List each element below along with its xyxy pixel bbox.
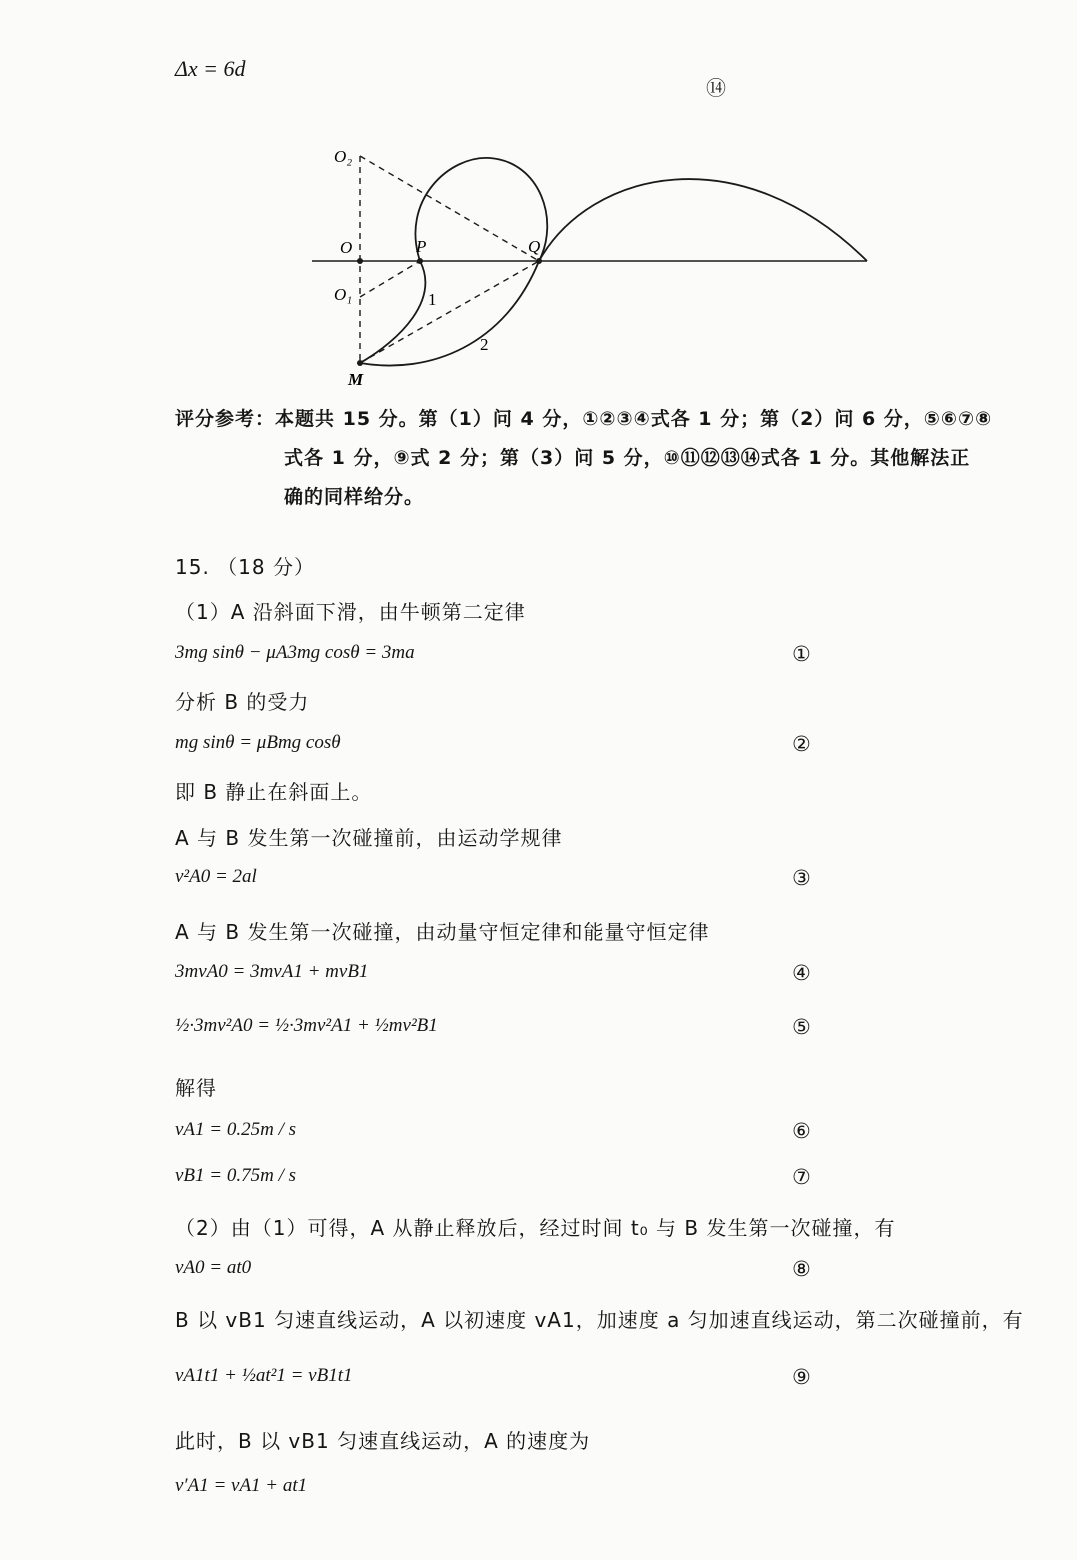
part-2-intro: （2）由（1）可得，A 从静止释放后，经过时间 t₀ 与 B 发生第一次碰撞，有	[175, 1216, 896, 1240]
label-p: P	[416, 237, 427, 256]
equation-1: 3mg sinθ − μA3mg cosθ = 3ma	[175, 642, 415, 663]
label-o: O	[340, 238, 353, 257]
dashed-o1-p	[360, 261, 420, 297]
equation-9-number: ⑨	[792, 1365, 811, 1389]
dashed-m-q	[360, 261, 539, 363]
equation-7-number: ⑦	[792, 1165, 811, 1189]
delta-x-equation: Δx = 6d	[175, 56, 246, 81]
equation-10: v′A1 = vA1 + at1	[175, 1475, 308, 1496]
large-arc	[539, 179, 867, 261]
point-m	[357, 360, 363, 366]
point-o	[357, 258, 363, 264]
trajectory-figure	[300, 130, 890, 400]
equation-8-number: ⑧	[792, 1257, 811, 1281]
equation-5-number: ⑤	[792, 1015, 811, 1039]
equation-9: vA1t1 + ½at²1 = vB1t1	[175, 1365, 353, 1386]
equation-number-14: ⑭	[706, 76, 726, 100]
solve-text: 解得	[175, 1076, 217, 1100]
b-static-text: 即 B 静止在斜面上。	[175, 780, 373, 804]
equation-1-number: ①	[792, 642, 811, 666]
before-collision-text: A 与 B 发生第一次碰撞前，由运动学规律	[175, 826, 563, 850]
a-speed-text: 此时，B 以 vB1 匀速直线运动，A 的速度为	[175, 1429, 591, 1453]
point-p	[417, 258, 423, 264]
label-path-1: 1	[428, 290, 437, 309]
point-q	[536, 258, 542, 264]
equation-2-number: ②	[792, 732, 811, 756]
path-1-arc	[360, 261, 425, 363]
problem-15-header: 15. （18 分）	[175, 555, 315, 579]
label-q: Q	[528, 237, 541, 256]
equation-4-number: ④	[792, 961, 811, 985]
scoring-line-3: 确的同样给分。	[284, 486, 425, 508]
b-uniform-motion-text: B 以 vB1 匀速直线运动，A 以初速度 vA1，加速度 a 匀加速直线运动，第二次碰撞前，有	[175, 1308, 1024, 1332]
scoring-line-1: 评分参考：本题共 15 分。第（1）问 4 分，①②③④式各 1 分；第（2）问 6 分，⑤⑥⑦⑧	[175, 408, 993, 430]
equation-7: vB1 = 0.75m / s	[175, 1165, 297, 1186]
label-path-2: 2	[480, 335, 489, 354]
equation-8: vA0 = at0	[175, 1257, 252, 1278]
equation-4: 3mvA0 = 3mvA1 + mvB1	[175, 961, 369, 982]
equation-6: vA1 = 0.25m / s	[175, 1119, 297, 1140]
label-o1: O₁	[334, 285, 353, 304]
part-1-intro: （1）A 沿斜面下滑，由牛顿第二定律	[175, 600, 526, 624]
equation-2: mg sinθ = μBmg cosθ	[175, 732, 341, 753]
label-m: M	[348, 370, 364, 389]
equation-3-number: ③	[792, 866, 811, 890]
collision-law-text: A 与 B 发生第一次碰撞，由动量守恒定律和能量守恒定律	[175, 920, 710, 944]
scoring-line-2: 式各 1 分，⑨式 2 分；第（3）问 5 分，⑩⑪⑫⑬⑭式各 1 分。其他解法正	[284, 447, 971, 469]
path-2-arc	[360, 261, 539, 366]
equation-5: ½·3mv²A0 = ½·3mv²A1 + ½mv²B1	[175, 1015, 438, 1036]
dashed-o2-q	[360, 156, 539, 261]
equation-6-number: ⑥	[792, 1119, 811, 1143]
equation-3: v²A0 = 2al	[175, 866, 257, 887]
analyze-b-text: 分析 B 的受力	[175, 690, 310, 714]
label-o2: O₂	[334, 147, 353, 166]
